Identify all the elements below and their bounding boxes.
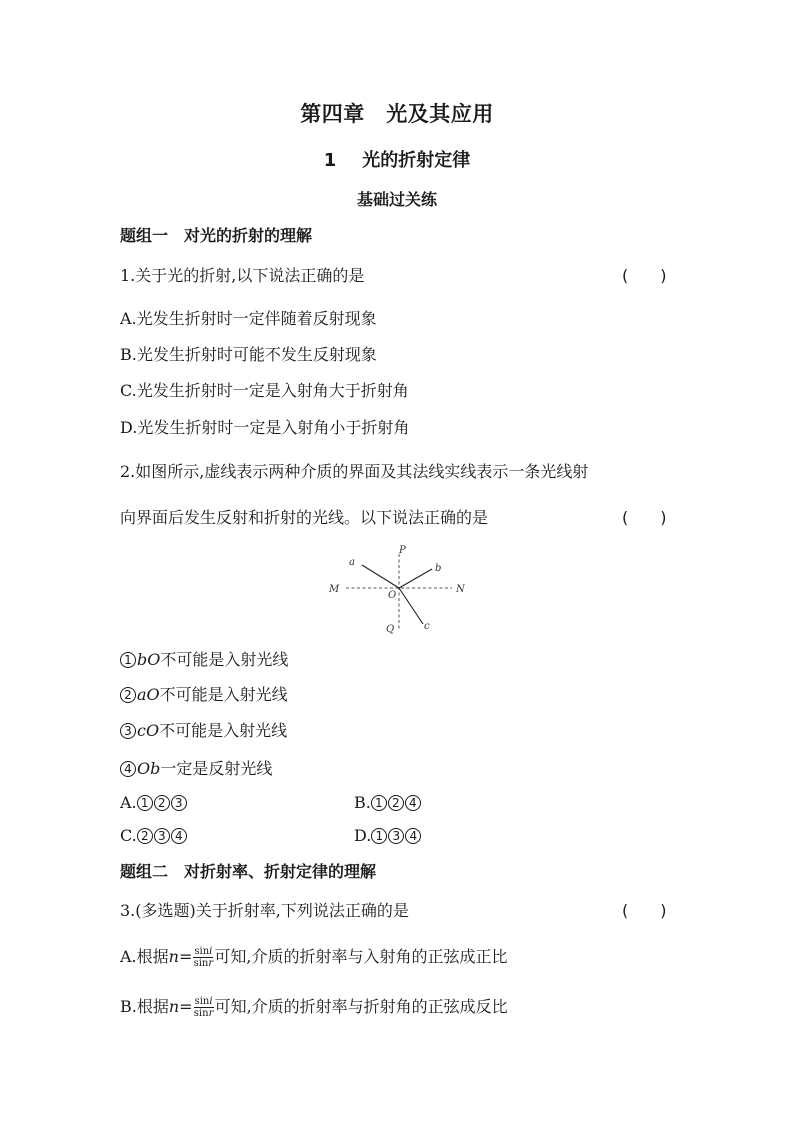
q2-statement-1 <box>120 650 288 670</box>
fraction-denominator <box>194 1008 214 1019</box>
fraction-denominator <box>193 958 213 969</box>
q2-choice-b <box>354 793 422 813</box>
circled-number: 3 <box>154 828 170 844</box>
section-heading <box>0 146 794 172</box>
q1-option-b: B.光发生折射时可能不发生反射现象 <box>120 345 377 364</box>
ray-a <box>362 565 399 588</box>
chapter-title: 第四章 光及其应用 <box>300 102 494 126</box>
circled-number: 2 <box>154 795 170 811</box>
circled-number: 1 <box>371 828 387 844</box>
section-number: 1 <box>323 150 337 171</box>
circled-number: 1 <box>137 795 153 811</box>
label-o: O <box>388 590 397 601</box>
formula-var: n <box>168 997 180 1016</box>
statement-text: 不可能是入射光线 <box>159 685 288 704</box>
option-suffix: 可知,介质的折射率与入射角的正弦成正比 <box>214 947 508 966</box>
formula-eq: = <box>179 997 193 1016</box>
q3-option-a <box>120 946 507 969</box>
label-b: b <box>435 563 442 574</box>
choice-letter: C. <box>120 826 137 845</box>
numerator-func: sin <box>194 946 210 957</box>
ray-b <box>399 569 432 588</box>
formula-var: n <box>168 947 179 966</box>
label-m: M <box>329 584 340 595</box>
circled-number: 3 <box>120 723 136 739</box>
q2-statement-4 <box>120 759 272 779</box>
q2-stem-line1: 2.如图所示,虚线表示两种介质的界面及其法线实线表示一条光线射 <box>120 462 589 481</box>
label-p: P <box>399 545 406 556</box>
statement-text: 一定是反射光线 <box>160 759 273 778</box>
q1-option-c: C.光发生折射时一定是入射角大于折射角 <box>120 381 409 400</box>
sine-fraction <box>194 996 214 1019</box>
section-title: 光的折射定律 <box>362 150 471 171</box>
subsection-title: 基础过关练 <box>356 190 437 209</box>
group-title-2: 题组二 对折射率、折射定律的理解 <box>120 862 377 881</box>
circled-number: 2 <box>120 687 136 703</box>
denominator-var: r <box>208 958 214 969</box>
q3-option-b <box>120 996 508 1019</box>
circled-number: 2 <box>137 828 153 844</box>
q1-answer-blank[interactable]: ( ) <box>622 266 667 285</box>
circled-number: 4 <box>120 761 136 777</box>
numerator-var: i <box>209 946 213 957</box>
statement-text: 不可能是入射光线 <box>160 650 289 669</box>
fraction-numerator <box>194 996 214 1008</box>
circled-number: 3 <box>171 795 187 811</box>
circled-number: 4 <box>405 795 421 811</box>
circled-number: 3 <box>388 828 404 844</box>
ray-c <box>399 588 423 624</box>
choice-letter: A. <box>120 793 137 812</box>
formula-eq: = <box>178 947 193 966</box>
ray-name: Ob <box>137 759 161 778</box>
option-suffix: 可知,介质的折射率与折射角的正弦成反比 <box>214 997 508 1016</box>
circled-number: 4 <box>171 828 187 844</box>
group-title-1: 题组一 对光的折射的理解 <box>120 226 313 245</box>
q2-choice-d <box>354 826 422 846</box>
q2-choice-a <box>120 793 188 813</box>
choice-letter: D. <box>354 826 372 845</box>
q2-stem-line2: 向界面后发生反射和折射的光线。以下说法正确的是 <box>120 508 489 527</box>
label-c: c <box>424 621 430 632</box>
ray-name: cO <box>137 721 160 740</box>
label-a: a <box>349 557 355 568</box>
fraction-numerator <box>193 946 213 958</box>
sine-fraction <box>193 946 213 969</box>
denominator-func: sin <box>193 1008 209 1019</box>
numerator-var: i <box>209 996 213 1007</box>
denominator-func: sin <box>193 958 209 969</box>
q2-answer-blank[interactable]: ( ) <box>622 508 667 527</box>
q2-statement-3 <box>120 721 287 741</box>
denominator-var: r <box>208 1008 214 1019</box>
circled-number: 4 <box>405 828 421 844</box>
q1-option-a: A.光发生折射时一定伴随着反射现象 <box>120 309 377 328</box>
circled-number: 1 <box>120 652 136 668</box>
statement-text: 不可能是入射光线 <box>159 721 288 740</box>
q1-option-d: D.光发生折射时一定是入射角小于折射角 <box>120 418 410 437</box>
q2-choice-c <box>120 826 188 846</box>
q1-stem: 1.关于光的折射,以下说法正确的是 <box>120 266 365 285</box>
numerator-func: sin <box>194 996 210 1007</box>
label-n: N <box>456 584 465 595</box>
choice-letter: B. <box>354 793 371 812</box>
circled-number: 2 <box>388 795 404 811</box>
circled-number: 1 <box>371 795 387 811</box>
q3-answer-blank[interactable]: ( ) <box>622 901 667 920</box>
option-prefix: A.根据 <box>120 947 169 966</box>
label-q: Q <box>386 624 395 635</box>
q2-statement-2 <box>120 685 288 705</box>
ray-name: aO <box>137 685 160 704</box>
q3-stem: 3.(多选题)关于折射率,下列说法正确的是 <box>120 901 409 920</box>
ray-name: bO <box>137 650 161 669</box>
refraction-figure <box>320 540 480 640</box>
option-prefix: B.根据 <box>120 997 169 1016</box>
